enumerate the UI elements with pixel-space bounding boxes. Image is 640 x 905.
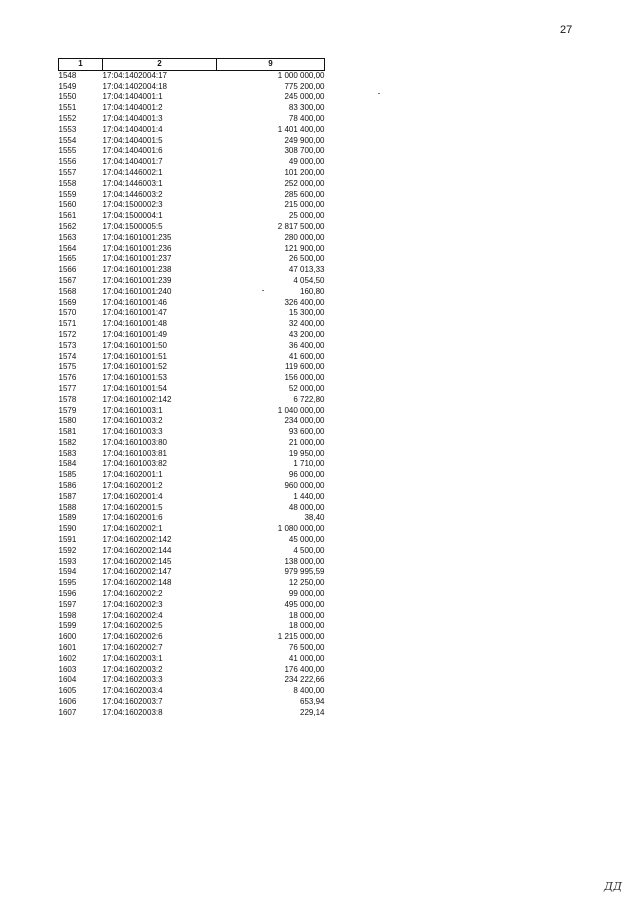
cadastral-number: 17:04:1602002:2: [102, 589, 163, 599]
cadastral-value: 101 200,00: [284, 167, 325, 177]
row-number: 1554: [58, 135, 77, 145]
cadastral-value: 26 500,00: [288, 254, 325, 264]
cadastral-value: 99 000,00: [288, 589, 325, 599]
cadastral-number: 17:04:1601001:49: [102, 329, 168, 339]
table-row: [59, 190, 325, 201]
table-row: [59, 524, 325, 535]
cadastral-number: 17:04:1601003:81: [102, 448, 168, 458]
row-number: 1565: [58, 254, 77, 264]
cadastral-number: 17:04:1601001:236: [102, 243, 172, 253]
row-number: 1564: [58, 243, 77, 253]
cadastral-value: 4 054,50: [293, 275, 325, 285]
table-row: [59, 276, 325, 287]
cadastral-number: 17:04:1601001:50: [102, 340, 168, 350]
table-row: [59, 449, 325, 460]
cadastral-number: 17:04:1602003:2: [102, 664, 163, 674]
cadastral-number: 17:04:1446003:1: [102, 178, 163, 188]
table-row: [59, 395, 325, 406]
cadastral-value: 45 000,00: [288, 535, 325, 545]
table-row: [59, 654, 325, 665]
row-number: 1556: [58, 157, 77, 167]
row-number: 1558: [58, 178, 77, 188]
table-body: [59, 70, 325, 718]
cadastral-value: 215 000,00: [284, 200, 325, 210]
cadastral-value: 2 817 500,00: [277, 221, 325, 231]
row-number: 1552: [58, 113, 77, 123]
row-number: 1604: [58, 675, 77, 685]
row-number: 1581: [58, 427, 77, 437]
cadastral-number: 17:04:1602001:1: [102, 470, 163, 480]
table-row: [59, 70, 325, 81]
row-number: 1582: [58, 437, 77, 447]
cadastral-value: 1 080 000,00: [277, 524, 325, 534]
table-row: [59, 384, 325, 395]
table-row: [59, 665, 325, 676]
cadastral-value: 1 040 000,00: [277, 405, 325, 415]
row-number: 1583: [58, 448, 77, 458]
cadastral-value: 1 401 400,00: [277, 124, 325, 134]
table-row: [59, 621, 325, 632]
row-number: 1600: [58, 632, 77, 642]
row-number: 1580: [58, 416, 77, 426]
row-number: 1568: [58, 286, 77, 296]
cadastral-value: 83 300,00: [288, 103, 325, 113]
cadastral-number: 17:04:1602001:6: [102, 513, 163, 523]
table-row: [59, 103, 325, 114]
row-number: 1590: [58, 524, 77, 534]
cadastral-value: 1 215 000,00: [277, 632, 325, 642]
table-row: [59, 92, 325, 103]
table-row: [59, 222, 325, 233]
cadastral-value-table: [58, 58, 325, 719]
cadastral-value: 96 000,00: [288, 470, 325, 480]
cadastral-value: 19 950,00: [288, 448, 325, 458]
cadastral-number: 17:04:1601001:48: [102, 319, 168, 329]
cadastral-number: 17:04:1602002:7: [102, 643, 163, 653]
cadastral-value: 48 000,00: [288, 502, 325, 512]
cadastral-value: 18 000,00: [288, 610, 325, 620]
row-number: 1572: [58, 329, 77, 339]
table-row: [59, 459, 325, 470]
cadastral-number: 17:04:1404001:2: [102, 103, 163, 113]
cadastral-number: 17:04:1602002:142: [102, 535, 172, 545]
row-number: 1579: [58, 405, 77, 415]
cadastral-number: 17:04:1602002:5: [102, 621, 163, 631]
cadastral-number: 17:04:1602002:148: [102, 578, 172, 588]
cadastral-value: 308 700,00: [284, 146, 325, 156]
table-row: [59, 319, 325, 330]
table-row: [59, 373, 325, 384]
cadastral-value: 18 000,00: [288, 621, 325, 631]
row-number: 1606: [58, 697, 77, 707]
cadastral-value: 160,80: [300, 286, 325, 296]
cadastral-value: 52 000,00: [288, 383, 325, 393]
table-row: [59, 427, 325, 438]
table-row: [59, 686, 325, 697]
cadastral-number: 17:04:1404001:1: [102, 92, 163, 102]
cadastral-number: 17:04:1402004:18: [102, 81, 168, 91]
header-column-9: 9: [217, 59, 325, 71]
cadastral-number: 17:04:1602002:3: [102, 599, 163, 609]
row-number: 1555: [58, 146, 77, 156]
table-row: [59, 406, 325, 417]
row-number: 1578: [58, 394, 77, 404]
row-number: 1569: [58, 297, 77, 307]
cadastral-number: 17:04:1602003:1: [102, 653, 163, 663]
cadastral-number: 17:04:1602002:147: [102, 567, 172, 577]
table-row: [59, 438, 325, 449]
cadastral-number: 17:04:1602003:4: [102, 686, 163, 696]
row-number: 1577: [58, 383, 77, 393]
cadastral-number: 17:04:1601001:239: [102, 275, 172, 285]
row-number: 1553: [58, 124, 77, 134]
row-number: 1584: [58, 459, 77, 469]
table-row: [59, 330, 325, 341]
table-row: [59, 168, 325, 179]
table-row: [59, 244, 325, 255]
table-row: [59, 481, 325, 492]
row-number: 1557: [58, 167, 77, 177]
cadastral-value: 176 400,00: [284, 664, 325, 674]
header-column-1: 1: [59, 59, 103, 71]
row-number: 1603: [58, 664, 77, 674]
cadastral-value: 229,14: [300, 707, 325, 717]
cadastral-number: 17:04:1602003:7: [102, 697, 163, 707]
table-row: [59, 179, 325, 190]
cadastral-number: 17:04:1602003:3: [102, 675, 163, 685]
row-number: 1571: [58, 319, 77, 329]
table-row: [59, 578, 325, 589]
cadastral-number: 17:04:1601003:82: [102, 459, 168, 469]
row-number: 1592: [58, 545, 77, 555]
cadastral-value: 78 400,00: [288, 113, 325, 123]
table-row: [59, 233, 325, 244]
row-number: 1561: [58, 211, 77, 221]
table-row: [59, 557, 325, 568]
cadastral-number: 17:04:1601003:80: [102, 437, 168, 447]
row-number: 1598: [58, 610, 77, 620]
cadastral-number: 17:04:1602002:144: [102, 545, 172, 555]
table-row: [59, 416, 325, 427]
cadastral-number: 17:04:1500002:3: [102, 200, 163, 210]
cadastral-number: 17:04:1602002:145: [102, 556, 172, 566]
row-number: 1574: [58, 351, 77, 361]
cadastral-value: 43 200,00: [288, 329, 325, 339]
cadastral-value: 960 000,00: [284, 481, 325, 491]
cadastral-number: 17:04:1601002:142: [102, 394, 172, 404]
table-row: [59, 546, 325, 557]
table-row: [59, 643, 325, 654]
cadastral-value: 8 400,00: [293, 686, 325, 696]
row-number: 1563: [58, 232, 77, 242]
cadastral-number: 17:04:1601001:53: [102, 373, 168, 383]
cadastral-value: 6 722,80: [293, 394, 325, 404]
row-number: 1607: [58, 707, 77, 717]
row-number: 1589: [58, 513, 77, 523]
table-row: [59, 265, 325, 276]
cadastral-value: 32 400,00: [288, 319, 325, 329]
cadastral-number: 17:04:1404001:5: [102, 135, 163, 145]
cadastral-value: 234 000,00: [284, 416, 325, 426]
cadastral-number: 17:04:1500005:5: [102, 221, 163, 231]
row-number: 1602: [58, 653, 77, 663]
row-number: 1570: [58, 308, 77, 318]
row-number: 1560: [58, 200, 77, 210]
table-row: [59, 503, 325, 514]
cadastral-value: 12 250,00: [288, 578, 325, 588]
table-row: [59, 675, 325, 686]
cadastral-number: 17:04:1602001:5: [102, 502, 163, 512]
row-number: 1605: [58, 686, 77, 696]
table-row: [59, 535, 325, 546]
cadastral-value: 775 200,00: [284, 81, 325, 91]
cadastral-value: 76 500,00: [288, 643, 325, 653]
scan-mark: [262, 290, 264, 291]
row-number: 1591: [58, 535, 77, 545]
cadastral-value: 49 000,00: [288, 157, 325, 167]
cadastral-number: 17:04:1402004:17: [102, 70, 168, 80]
cadastral-number: 17:04:1602002:4: [102, 610, 163, 620]
cadastral-value: 245 000,00: [284, 92, 325, 102]
row-number: 1548: [58, 70, 77, 80]
row-number: 1586: [58, 481, 77, 491]
table-row: [59, 308, 325, 319]
cadastral-value: 15 300,00: [288, 308, 325, 318]
cadastral-number: 17:04:1446003:2: [102, 189, 163, 199]
row-number: 1566: [58, 265, 77, 275]
cadastral-value: 38,40: [304, 513, 325, 523]
cadastral-number: 17:04:1601003:2: [102, 416, 163, 426]
cadastral-number: 17:04:1601001:54: [102, 383, 168, 393]
cadastral-value: 25 000,00: [288, 211, 325, 221]
header-column-2: 2: [103, 59, 217, 71]
table-row: [59, 513, 325, 524]
table-row: [59, 362, 325, 373]
page-number: 27: [560, 24, 573, 36]
cadastral-number: 17:04:1601001:237: [102, 254, 172, 264]
cadastral-number: 17:04:1602001:2: [102, 481, 163, 491]
cadastral-value: 47 013,33: [288, 265, 325, 275]
row-number: 1594: [58, 567, 77, 577]
row-number: 1576: [58, 373, 77, 383]
cadastral-number: 17:04:1601001:47: [102, 308, 168, 318]
cadastral-number: 17:04:1601001:238: [102, 265, 172, 275]
table-row: [59, 114, 325, 125]
cadastral-number: 17:04:1602002:1: [102, 524, 163, 534]
cadastral-number: 17:04:1601003:3: [102, 427, 163, 437]
row-number: 1550: [58, 92, 77, 102]
cadastral-number: 17:04:1601001:52: [102, 362, 168, 372]
table-row: [59, 146, 325, 157]
table-row: [59, 254, 325, 265]
row-number: 1567: [58, 275, 77, 285]
cadastral-number: 17:04:1601001:51: [102, 351, 168, 361]
cadastral-value: 41 000,00: [288, 653, 325, 663]
scan-mark: [378, 93, 380, 94]
cadastral-value: 252 000,00: [284, 178, 325, 188]
cadastral-number: 17:04:1601001:46: [102, 297, 168, 307]
row-number: 1551: [58, 103, 77, 113]
row-number: 1575: [58, 362, 77, 372]
row-number: 1549: [58, 81, 77, 91]
row-number: 1593: [58, 556, 77, 566]
cadastral-number: 17:04:1601001:240: [102, 286, 172, 296]
cadastral-value: 234 222,66: [284, 675, 325, 685]
cadastral-number: 17:04:1602001:4: [102, 491, 163, 501]
table-row: [59, 298, 325, 309]
table-row: [59, 492, 325, 503]
table-row: [59, 611, 325, 622]
table-row: [59, 200, 325, 211]
cadastral-value: 280 000,00: [284, 232, 325, 242]
cadastral-value: 285 600,00: [284, 189, 325, 199]
cadastral-value: 495 000,00: [284, 599, 325, 609]
cadastral-value: 41 600,00: [288, 351, 325, 361]
cadastral-value: 21 000,00: [288, 437, 325, 447]
table-row: [59, 470, 325, 481]
cadastral-value: 156 000,00: [284, 373, 325, 383]
table-row: [59, 157, 325, 168]
cadastral-number: 17:04:1404001:7: [102, 157, 163, 167]
cadastral-number: 17:04:1602002:6: [102, 632, 163, 642]
table-row: [59, 600, 325, 611]
cadastral-number: 17:04:1601001:235: [102, 232, 172, 242]
cadastral-number: 17:04:1601003:1: [102, 405, 163, 415]
table-row: [59, 352, 325, 363]
row-number: 1585: [58, 470, 77, 480]
table-row: [59, 136, 325, 147]
cadastral-value: 4 500,00: [293, 545, 325, 555]
table-row: [59, 82, 325, 93]
cadastral-value: 653,94: [300, 697, 325, 707]
cadastral-value: 93 600,00: [288, 427, 325, 437]
cadastral-value: 1 710,00: [293, 459, 325, 469]
cadastral-value: 979 995,59: [284, 567, 325, 577]
row-number: 1596: [58, 589, 77, 599]
table-header-row: [59, 59, 325, 71]
table-row: [59, 125, 325, 136]
table-row: [59, 697, 325, 708]
cadastral-number: 17:04:1404001:3: [102, 113, 163, 123]
row-number: 1587: [58, 491, 77, 501]
row-number: 1573: [58, 340, 77, 350]
cadastral-number: 17:04:1404001:6: [102, 146, 163, 156]
cadastral-number: 17:04:1446002:1: [102, 167, 163, 177]
row-number: 1595: [58, 578, 77, 588]
cadastral-number: 17:04:1602003:8: [102, 707, 163, 717]
cadastral-value: 36 400,00: [288, 340, 325, 350]
cadastral-value: 249 900,00: [284, 135, 325, 145]
cadastral-value: 121 900,00: [284, 243, 325, 253]
row-number: 1601: [58, 643, 77, 653]
table-row: [59, 211, 325, 222]
cadastral-value: 326 400,00: [284, 297, 325, 307]
cadastral-number: 17:04:1404001:4: [102, 124, 163, 134]
row-number: 1559: [58, 189, 77, 199]
row-number: 1597: [58, 599, 77, 609]
table-row: [59, 589, 325, 600]
table-row: [59, 567, 325, 578]
row-number: 1588: [58, 502, 77, 512]
cadastral-value: 119 600,00: [285, 362, 325, 372]
cadastral-number: 17:04:1500004:1: [102, 211, 163, 221]
row-number: 1599: [58, 621, 77, 631]
table-row: [59, 632, 325, 643]
cadastral-value: 1 000 000,00: [277, 70, 325, 80]
signature: ДД: [604, 880, 622, 893]
cadastral-value: 138 000,00: [284, 556, 325, 566]
row-number: 1562: [58, 221, 77, 231]
cadastral-value: 1 440,00: [293, 491, 325, 501]
table-row: [59, 287, 325, 298]
table-row: [59, 708, 325, 719]
table-row: [59, 341, 325, 352]
